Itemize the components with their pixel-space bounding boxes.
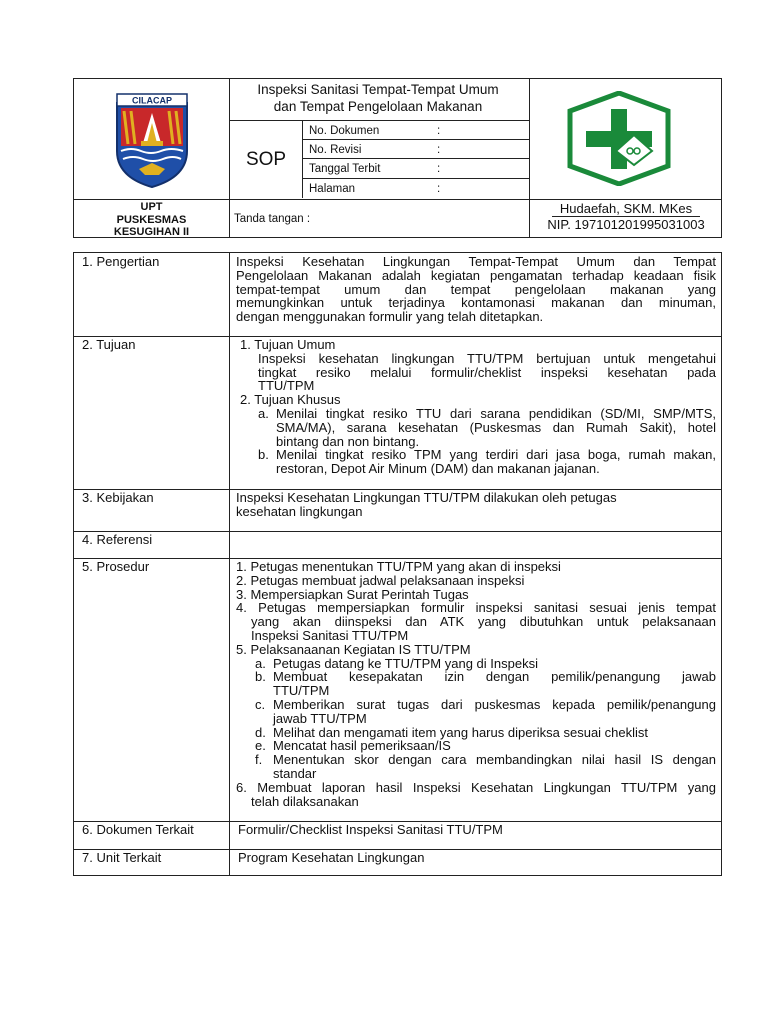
section-label-dokumen-terkait: 6. Dokumen Terkait <box>82 822 194 837</box>
list-marker: e. <box>255 738 266 754</box>
procedure-step: 4. Petugas mempersiapkan formulir inspeksi sanitasi sesuai jenis tempat <box>236 600 716 616</box>
section-label-kebijakan: 3. Kebijakan <box>82 490 154 505</box>
section-label-pengertian: 1. Pengertian <box>82 254 160 269</box>
text-line: Menentukan skor dengan cara membandingkan nilai hasil IS dengan <box>273 752 716 768</box>
meta-colon: : <box>437 143 441 156</box>
text-line: bintang dan non bintang. <box>276 433 420 449</box>
text-line: Melihat dan mengamati item yang harus diperiksa sesuai cheklist <box>273 724 649 740</box>
title-line: Inspeksi Sanitasi Tempat-Tempat Umum <box>257 82 499 97</box>
text-line: restoran, Depot Air Minum (DAM) dan makanan jajanan. <box>276 461 600 477</box>
sop-label: SOP <box>245 149 287 170</box>
signer-name: Hudaefah, SKM. MKes <box>552 201 700 217</box>
text-line: Petugas datang ke TTU/TPM yang di Inspeksi <box>273 655 538 671</box>
text-line: Memberikan surat tugas dari puskesmas kepada pemilik/penangung <box>273 696 716 712</box>
list-marker: d. <box>255 724 266 740</box>
meta-colon: : <box>437 124 441 137</box>
procedure-step: 1. Petugas menentukan TTU/TPM yang akan di inspeksi <box>236 559 561 574</box>
subheading: 2. Tujuan Khusus <box>240 392 341 408</box>
list-item <box>255 738 716 754</box>
list-item <box>255 669 716 699</box>
meta-colon: : <box>437 162 441 175</box>
text-line: tempat-tempat umum dan tempat pengelolaan makanan yang <box>236 281 716 297</box>
meta-row-no-dokumen <box>303 121 529 140</box>
list-item <box>255 696 716 726</box>
section-label-unit-terkait: 7. Unit Terkait <box>82 850 162 865</box>
title-line: dan Tempat Pengelolaan Makanan <box>273 99 483 114</box>
bakti-husada-logo-icon <box>564 91 674 186</box>
section-content-unit-terkait: Program Kesehatan Lingkungan <box>238 850 425 865</box>
text-line: Inspeksi kesehatan lingkungan TTU/TPM bertujuan untuk mengetahui <box>258 350 716 366</box>
meta-row-no-revisi <box>303 140 529 159</box>
section-content-kebijakan <box>236 491 716 519</box>
procedure-step: 6. Membuat laporan hasil Inspeksi Kesehatan Lingkungan TTU/TPM yang <box>236 779 716 795</box>
text-line: Pengelolaan Makanan adalah kegiatan pengamatan terhadap keadaan fisik <box>236 267 716 283</box>
cilacap-logo-cell <box>74 79 229 199</box>
text-line: yang akan diinspeksi dan ATK yang dibutuhkan untuk pelaksanaan <box>251 614 716 630</box>
text-line: Membuat kesepakatan izin dengan pemilik/penangung jawab <box>273 669 716 685</box>
section-label-referensi: 4. Referensi <box>82 532 153 547</box>
text-line: tingkat resiko melalui formulir/cheklist inspeksi kesehatan pada <box>258 364 716 380</box>
list-marker: a. <box>255 655 266 671</box>
text-line: standar <box>273 765 317 781</box>
text-line: Menilai tingkat resiko TTU dari sarana pendidikan (SD/MI, SMP/MTS, <box>276 405 716 421</box>
unit-name <box>74 200 229 238</box>
meta-row-tanggal-terbit <box>303 159 529 178</box>
document-title <box>230 81 526 119</box>
section-content-dokumen-terkait: Formulir/Checklist Inspeksi Sanitasi TTU/TPM <box>238 822 503 837</box>
section-content-tujuan <box>236 338 716 476</box>
signer-nip: NIP. 197101201995031003 <box>547 217 705 232</box>
list-item <box>255 724 716 740</box>
text-line: Inspeksi Kesehatan Lingkungan Tempat-Tempat Umum dan Tempat <box>236 254 716 269</box>
meta-label: No. Revisi <box>309 143 362 156</box>
procedure-step: 2. Petugas membuat jadwal pelaksanaan inspeksi <box>236 572 525 588</box>
text-line: dengan menggunakan formulir yang telah ditetapkan. <box>236 309 544 325</box>
procedure-step: 3. Mempersiapkan Surat Perintah Tugas <box>236 586 469 602</box>
text-line: TTU/TPM <box>258 378 315 394</box>
meta-label: Tanggal Terbit <box>309 162 381 175</box>
logo-lettering: CILACAP <box>131 95 172 106</box>
text-line: Mencatat hasil pemeriksaan/IS <box>273 738 451 754</box>
unit-line: KESUGIHAN II <box>113 226 190 238</box>
list-marker: f. <box>255 752 263 768</box>
text-line: memungkinkan untuk terjadinya kontamonasi makanan dan minuman, <box>236 295 716 311</box>
text-line: Inspeksi Sanitasi TTU/TPM <box>251 627 409 643</box>
list-marker: b. <box>258 447 269 463</box>
meta-colon: : <box>437 182 441 195</box>
unit-line: UPT <box>140 201 163 213</box>
section-label-prosedur: 5. Prosedur <box>82 559 150 574</box>
section-label-tujuan: 2. Tujuan <box>82 337 136 352</box>
sop-content-table <box>73 252 722 876</box>
text-line: Menilai tingkat resiko TPM yang terdiri dari jasa boga, rumah makan, <box>276 447 716 463</box>
meta-label: Halaman <box>309 182 356 195</box>
text-line: telah dilaksanakan <box>251 793 359 809</box>
text-line: TTU/TPM <box>273 683 330 699</box>
sop-header-table <box>73 78 722 238</box>
list-marker: c. <box>255 696 266 712</box>
list-marker: b. <box>255 669 266 685</box>
text-line: kesehatan lingkungan <box>236 503 363 519</box>
meta-label: No. Dokumen <box>309 124 380 137</box>
text-line: jawab TTU/TPM <box>273 710 367 726</box>
row-divider <box>74 336 721 337</box>
meta-row-halaman <box>303 179 529 198</box>
list-marker: a. <box>258 405 269 421</box>
text-line: Inspeksi Kesehatan Lingkungan TTU/TPM dilakukan oleh petugas <box>236 490 617 505</box>
subheading: 1. Tujuan Umum <box>240 337 336 352</box>
text-line: SMA/MA), sarana kesehatan (Puskesmas dan Rumah Sakit), hotel <box>276 419 716 435</box>
row-divider <box>74 531 721 532</box>
cilacap-crest-icon <box>111 89 193 189</box>
column-divider <box>229 253 230 875</box>
list-item <box>255 655 716 671</box>
section-content-prosedur <box>236 560 716 808</box>
list-item <box>255 752 716 781</box>
signature-label: Tanda tangan : <box>234 213 311 225</box>
signer-block <box>530 201 722 237</box>
unit-line: PUSKESMAS <box>116 213 187 226</box>
procedure-step: 5. Pelaksanaanan Kegiatan IS TTU/TPM <box>236 641 471 657</box>
section-content-pengertian <box>236 255 716 324</box>
